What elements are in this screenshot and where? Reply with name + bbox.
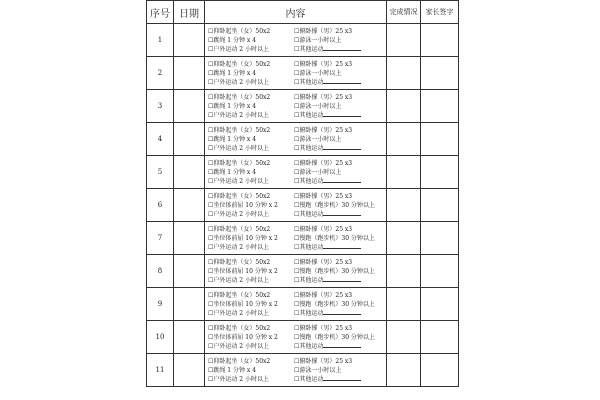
date-cell[interactable] <box>174 354 205 387</box>
checkbox-option[interactable]: ☐仰卧起坐（女）50x2 <box>208 27 271 35</box>
checkbox-option[interactable]: ☐慢跑（跑步机）30 分钟以上 <box>294 300 375 308</box>
content-cell <box>205 288 387 321</box>
table-row <box>147 255 459 288</box>
row-number: 10 <box>147 321 174 354</box>
header-done: 完成情况 <box>387 1 421 24</box>
checkbox-option[interactable]: ☐仰卧起坐（女）50x2 <box>208 192 271 200</box>
checkbox-option-wrap <box>294 126 386 135</box>
checkbox-option[interactable]: ☐游泳一小时以上 <box>294 36 342 44</box>
fill-in-blank[interactable] <box>323 342 361 348</box>
row-number: 3 <box>147 90 174 123</box>
checkbox-option[interactable]: ☐仰卧起坐（女）50x2 <box>208 159 271 167</box>
content-line <box>208 111 386 120</box>
checkbox-option-wrap <box>294 276 386 285</box>
content-line <box>208 177 386 186</box>
row-number: 1 <box>147 24 174 57</box>
done-cell[interactable] <box>387 222 421 255</box>
table-row <box>147 156 459 189</box>
checkbox-option[interactable]: ☐仰卧起坐（女）50x2 <box>208 93 271 101</box>
header-seq: 序号 <box>147 1 174 24</box>
checkbox-option[interactable]: ☐仰卧起坐（女）50x2 <box>208 291 271 299</box>
checkbox-option[interactable]: ☐跳绳 1 分钟 x 4 <box>208 168 257 176</box>
content-line <box>208 135 386 144</box>
checkbox-option[interactable]: ☐慢跑（跑步机）30 分钟以上 <box>294 333 375 341</box>
checkbox-option[interactable]: ☐跳绳 1 分钟 x 4 <box>208 366 257 374</box>
checkbox-option-wrap <box>294 342 386 351</box>
checkbox-option-wrap <box>294 192 386 201</box>
checkbox-option[interactable]: ☐其他运动 <box>294 45 324 53</box>
row-number: 2 <box>147 57 174 90</box>
checkbox-option-wrap <box>294 45 386 54</box>
content-line <box>208 78 386 87</box>
checkbox-option-wrap <box>294 60 386 69</box>
checkbox-option[interactable]: ☐户外运动 2 小时以上 <box>208 45 270 53</box>
checkbox-option[interactable]: ☐坐位体前屈 10 分钟 x 2 <box>208 333 278 341</box>
done-cell[interactable] <box>387 354 421 387</box>
fill-in-blank[interactable] <box>323 243 361 249</box>
table-row <box>147 90 459 123</box>
checkbox-option-wrap <box>294 201 386 210</box>
content-line <box>208 258 386 267</box>
checkbox-option[interactable]: ☐慢跑（跑步机）30 分钟以上 <box>294 267 375 275</box>
parent-signature-cell[interactable] <box>421 123 459 156</box>
checkbox-option-wrap <box>294 102 386 111</box>
checkbox-option[interactable]: ☐其他运动 <box>294 375 324 383</box>
content-line <box>208 144 386 153</box>
content-line <box>208 210 386 219</box>
checkbox-option-wrap <box>294 69 386 78</box>
date-cell[interactable] <box>174 57 205 90</box>
checkbox-option-wrap <box>294 168 386 177</box>
checkbox-option-wrap <box>294 93 386 102</box>
checkbox-option[interactable]: ☐俯卧撑（男）25 x3 <box>294 192 353 200</box>
date-cell[interactable] <box>174 222 205 255</box>
fill-in-blank[interactable] <box>323 210 361 216</box>
content-line <box>208 357 386 366</box>
date-cell[interactable] <box>174 156 205 189</box>
fill-in-blank[interactable] <box>323 276 361 282</box>
content-cell <box>205 222 387 255</box>
fill-in-blank[interactable] <box>323 111 361 117</box>
checkbox-option[interactable]: ☐游泳一小时以上 <box>294 102 342 110</box>
checkbox-option[interactable]: ☐户外运动 2 小时以上 <box>208 210 270 218</box>
table-row <box>147 57 459 90</box>
checkbox-option[interactable]: ☐户外运动 2 小时以上 <box>208 342 270 350</box>
checkbox-option-wrap <box>294 243 386 252</box>
checkbox-option[interactable]: ☐游泳一小时以上 <box>294 135 342 143</box>
checkbox-option[interactable]: ☐坐位体前屈 10 分钟 x 2 <box>208 234 278 242</box>
table-body <box>147 24 459 387</box>
checkbox-option-wrap <box>294 144 386 153</box>
parent-signature-cell[interactable] <box>421 57 459 90</box>
table-row <box>147 189 459 222</box>
table-row <box>147 321 459 354</box>
content-cell <box>205 189 387 222</box>
content-line <box>208 102 386 111</box>
checkbox-option[interactable]: ☐坐位体前屈 10 分钟 x 2 <box>208 300 278 308</box>
checkbox-option[interactable]: ☐其他运动 <box>294 309 324 317</box>
date-cell[interactable] <box>174 24 205 57</box>
checkbox-option[interactable]: ☐其他运动 <box>294 243 324 251</box>
done-cell[interactable] <box>387 156 421 189</box>
checkbox-option[interactable]: ☐其他运动 <box>294 111 324 119</box>
content-line <box>208 267 386 276</box>
checkbox-option[interactable]: ☐俯卧撑（男）25 x3 <box>294 60 353 68</box>
content-cell <box>205 90 387 123</box>
checkbox-option[interactable]: ☐跳绳 1 分钟 x 4 <box>208 36 257 44</box>
header-parent-signature: 家长签字 <box>421 1 459 24</box>
checkbox-option[interactable]: ☐俯卧撑（男）25 x3 <box>294 126 353 134</box>
row-number: 4 <box>147 123 174 156</box>
table-row <box>147 288 459 321</box>
checkbox-option-wrap <box>294 357 386 366</box>
row-number: 8 <box>147 255 174 288</box>
content-cell <box>205 156 387 189</box>
content-line <box>208 192 386 201</box>
done-cell[interactable] <box>387 255 421 288</box>
fill-in-blank[interactable] <box>323 144 361 150</box>
parent-signature-cell[interactable] <box>421 24 459 57</box>
content-line <box>208 366 386 375</box>
content-line <box>208 45 386 54</box>
date-cell[interactable] <box>174 321 205 354</box>
date-cell[interactable] <box>174 255 205 288</box>
parent-signature-cell[interactable] <box>421 288 459 321</box>
checkbox-option-wrap <box>294 333 386 342</box>
content-cell <box>205 57 387 90</box>
parent-signature-cell[interactable] <box>421 222 459 255</box>
checkbox-option-wrap <box>294 324 386 333</box>
content-line <box>208 324 386 333</box>
checkbox-option[interactable]: ☐俯卧撑（男）25 x3 <box>294 291 353 299</box>
checkbox-option[interactable]: ☐俯卧撑（男）25 x3 <box>294 159 353 167</box>
content-line <box>208 333 386 342</box>
content-line <box>208 276 386 285</box>
checkbox-option[interactable]: ☐仰卧起坐（女）50x2 <box>208 357 271 365</box>
row-number: 9 <box>147 288 174 321</box>
content-line <box>208 69 386 78</box>
date-cell[interactable] <box>174 90 205 123</box>
checkbox-option-wrap <box>294 366 386 375</box>
table-header-row <box>147 1 459 24</box>
checkbox-option[interactable]: ☐户外运动 2 小时以上 <box>208 243 270 251</box>
done-cell[interactable] <box>387 57 421 90</box>
date-cell[interactable] <box>174 288 205 321</box>
row-number: 7 <box>147 222 174 255</box>
checkbox-option[interactable]: ☐其他运动 <box>294 276 324 284</box>
content-line <box>208 126 386 135</box>
checkbox-option-wrap <box>294 375 386 384</box>
checkbox-option[interactable]: ☐仰卧起坐（女）50x2 <box>208 225 271 233</box>
content-cell <box>205 354 387 387</box>
content-cell <box>205 321 387 354</box>
checkbox-option-wrap <box>294 267 386 276</box>
checkbox-option-wrap <box>294 27 386 36</box>
checkbox-option[interactable]: ☐仰卧起坐（女）50x2 <box>208 60 271 68</box>
checkbox-option-wrap <box>294 135 386 144</box>
checkbox-option-wrap <box>294 78 386 87</box>
done-cell[interactable] <box>387 123 421 156</box>
content-line <box>208 243 386 252</box>
content-cell <box>205 123 387 156</box>
parent-signature-cell[interactable] <box>421 354 459 387</box>
date-cell[interactable] <box>174 123 205 156</box>
checkbox-option-wrap <box>294 309 386 318</box>
content-cell <box>205 255 387 288</box>
checkbox-option[interactable]: ☐游泳一小时以上 <box>294 168 342 176</box>
checkbox-option[interactable]: ☐跳绳 1 分钟 x 4 <box>208 135 257 143</box>
row-number: 5 <box>147 156 174 189</box>
content-line <box>208 300 386 309</box>
checkbox-option[interactable]: ☐仰卧起坐（女）50x2 <box>208 126 271 134</box>
checkbox-option-wrap <box>294 159 386 168</box>
done-cell[interactable] <box>387 24 421 57</box>
exercise-log-table <box>146 0 459 387</box>
content-line <box>208 375 386 384</box>
checkbox-option[interactable]: ☐俯卧撑（男）25 x3 <box>294 27 353 35</box>
checkbox-option[interactable]: ☐俯卧撑（男）25 x3 <box>294 357 353 365</box>
checkbox-option[interactable]: ☐俯卧撑（男）25 x3 <box>294 93 353 101</box>
content-cell <box>205 24 387 57</box>
checkbox-option[interactable]: ☐户外运动 2 小时以上 <box>208 375 270 383</box>
checkbox-option[interactable]: ☐俯卧撑（男）25 x3 <box>294 258 353 266</box>
done-cell[interactable] <box>387 189 421 222</box>
checkbox-option-wrap <box>294 111 386 120</box>
content-line <box>208 60 386 69</box>
content-line <box>208 234 386 243</box>
checkbox-option[interactable]: ☐其他运动 <box>294 78 324 86</box>
checkbox-option[interactable]: ☐户外运动 2 小时以上 <box>208 78 270 86</box>
checkbox-option-wrap <box>294 300 386 309</box>
done-cell[interactable] <box>387 321 421 354</box>
parent-signature-cell[interactable] <box>421 156 459 189</box>
content-line <box>208 342 386 351</box>
parent-signature-cell[interactable] <box>421 321 459 354</box>
row-number: 11 <box>147 354 174 387</box>
checkbox-option[interactable]: ☐户外运动 2 小时以上 <box>208 111 270 119</box>
checkbox-option[interactable]: ☐俯卧撑（男）25 x3 <box>294 324 353 332</box>
checkbox-option[interactable]: ☐其他运动 <box>294 210 324 218</box>
checkbox-option[interactable]: ☐仰卧起坐（女）50x2 <box>208 324 271 332</box>
header-content: 内容 <box>205 1 387 24</box>
checkbox-option[interactable]: ☐慢跑（跑步机）30 分钟以上 <box>294 234 375 242</box>
checkbox-option[interactable]: ☐慢跑（跑步机）30 分钟以上 <box>294 201 375 209</box>
checkbox-option-wrap <box>294 234 386 243</box>
fill-in-blank[interactable] <box>323 309 361 315</box>
checkbox-option-wrap <box>294 36 386 45</box>
content-line <box>208 291 386 300</box>
checkbox-option[interactable]: ☐俯卧撑（男）25 x3 <box>294 225 353 233</box>
checkbox-option[interactable]: ☐坐位体前屈 10 分钟 x 2 <box>208 201 278 209</box>
content-line <box>208 168 386 177</box>
checkbox-option[interactable]: ☐户外运动 2 小时以上 <box>208 309 270 317</box>
checkbox-option[interactable]: ☐坐位体前屈 10 分钟 x 2 <box>208 267 278 275</box>
content-line <box>208 27 386 36</box>
checkbox-option[interactable]: ☐跳绳 1 分钟 x 4 <box>208 102 257 110</box>
parent-signature-cell[interactable] <box>421 90 459 123</box>
parent-signature-cell[interactable] <box>421 255 459 288</box>
table-row <box>147 222 459 255</box>
fill-in-blank[interactable] <box>323 78 361 84</box>
fill-in-blank[interactable] <box>323 177 361 183</box>
done-cell[interactable] <box>387 90 421 123</box>
checkbox-option[interactable]: ☐跳绳 1 分钟 x 4 <box>208 69 257 77</box>
checkbox-option[interactable]: ☐户外运动 2 小时以上 <box>208 144 270 152</box>
parent-signature-cell[interactable] <box>421 189 459 222</box>
table-row <box>147 123 459 156</box>
fill-in-blank[interactable] <box>323 45 361 51</box>
table-row <box>147 24 459 57</box>
checkbox-option-wrap <box>294 291 386 300</box>
content-line <box>208 201 386 210</box>
checkbox-option-wrap <box>294 177 386 186</box>
checkbox-option[interactable]: ☐户外运动 2 小时以上 <box>208 177 270 185</box>
fill-in-blank[interactable] <box>323 375 361 381</box>
checkbox-option[interactable]: ☐游泳一小时以上 <box>294 366 342 374</box>
content-line <box>208 225 386 234</box>
checkbox-option-wrap <box>294 210 386 219</box>
row-number: 6 <box>147 189 174 222</box>
checkbox-option[interactable]: ☐其他运动 <box>294 342 324 350</box>
content-line <box>208 309 386 318</box>
done-cell[interactable] <box>387 288 421 321</box>
checkbox-option[interactable]: ☐仰卧起坐（女）50x2 <box>208 258 271 266</box>
content-line <box>208 159 386 168</box>
checkbox-option[interactable]: ☐其他运动 <box>294 144 324 152</box>
date-cell[interactable] <box>174 189 205 222</box>
checkbox-option-wrap <box>294 258 386 267</box>
content-line <box>208 36 386 45</box>
checkbox-option[interactable]: ☐户外运动 2 小时以上 <box>208 276 270 284</box>
header-date: 日期 <box>174 1 205 24</box>
table-row <box>147 354 459 387</box>
content-line <box>208 93 386 102</box>
checkbox-option[interactable]: ☐其他运动 <box>294 177 324 185</box>
checkbox-option-wrap <box>294 225 386 234</box>
checkbox-option[interactable]: ☐游泳一小时以上 <box>294 69 342 77</box>
